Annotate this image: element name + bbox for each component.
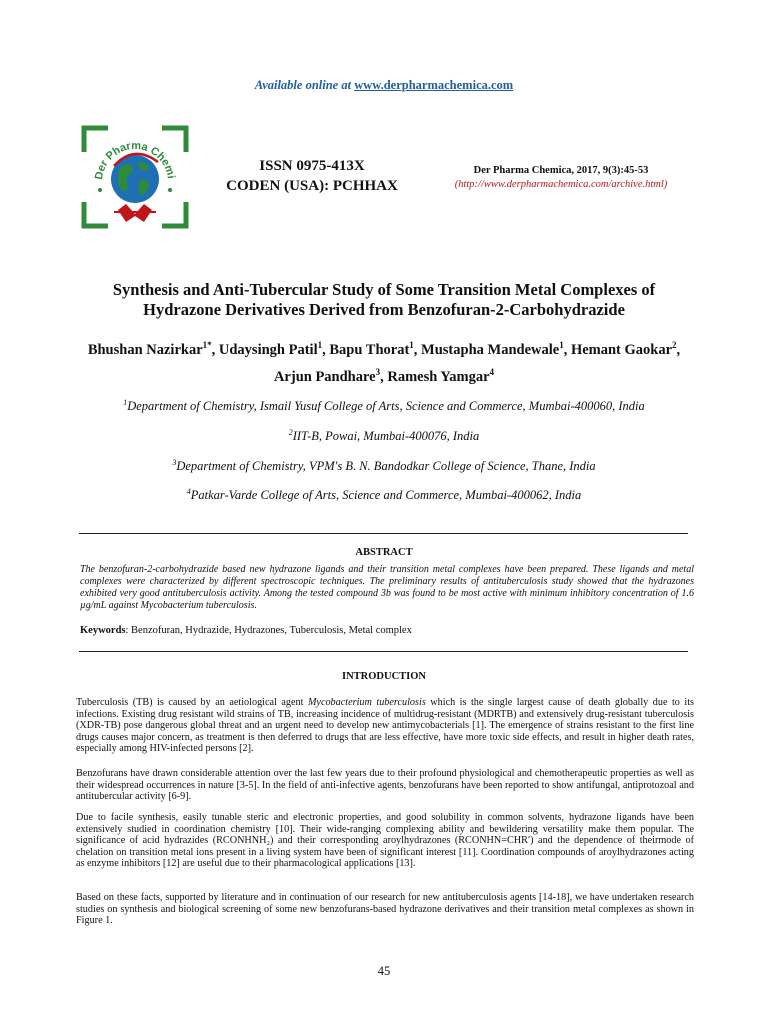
author-affiliation-mark: 3 <box>375 367 381 377</box>
affiliation-text: IIT-B, Powai, Mumbai-400076, India <box>292 429 480 443</box>
affiliation-mark: 3 <box>172 458 177 467</box>
affiliation-text: Patkar-Varde College of Arts, Science and Commerce, Mumbai-400062, India <box>190 488 582 502</box>
affiliation-mark: 2 <box>288 428 293 437</box>
author-name: Arjun Pandhare <box>273 369 376 385</box>
author-name: Mustapha Mandewale <box>421 342 560 358</box>
author-affiliation-mark: 4 <box>489 367 495 377</box>
title-line-2: Hydrazone Derivatives Derived from Benzofuran-2-Carbohydrazide <box>143 300 625 319</box>
keywords-text: : Benzofuran, Hydrazide, Hydrazones, Tuberculosis, Metal complex <box>125 625 412 636</box>
section-divider <box>79 651 688 652</box>
article-title <box>70 280 698 320</box>
paragraph-text: Tuberculosis (TB) is caused by an aetiological agent <box>76 697 308 708</box>
author-affiliation-mark: 1* <box>202 340 212 350</box>
species-name: Mycobacterium tuberculosis <box>307 697 426 708</box>
affiliation-mark: 4 <box>186 487 191 496</box>
author-name: Bhushan Nazirkar <box>87 342 203 358</box>
author-affiliation-mark: 2 <box>672 340 677 350</box>
affiliation <box>40 399 728 414</box>
issn-block <box>200 156 424 196</box>
author-affiliation-mark: 1 <box>409 340 414 350</box>
author-affiliation-mark: 1 <box>559 340 564 350</box>
affiliation <box>40 429 728 444</box>
author-affiliation-mark: 1 <box>317 340 323 350</box>
author-name: Bapu Thorat <box>329 342 410 358</box>
coden-line: CODEN (USA): PCHHAX <box>226 178 398 194</box>
affiliation <box>40 459 728 474</box>
author-list: Bhushan Nazirkar$^{1*}$, Udaysingh Patil$^1$, Bapu Thorat$^1$, Mustapha Mandewale$^1$, Hemant Gaokar$^2$, Arjun Pandhare$^3$, Ramesh Yamgar$^4$ <box>87 340 681 385</box>
author-name: Ramesh Yamgar <box>387 369 490 385</box>
body-paragraph: Benzofurans have drawn considerable attention over the last few years due to their profound physiological and chemotherapeutic properties as well as their widespread occurrences in nature [3-5]. In the field of anti-infective agents, benzofurans have been reported to show antifungal, antiprotozoal and antitubercular activity [6-9]. <box>76 768 694 803</box>
body-paragraph: Due to facile synthesis, easily tunable steric and electronic properties, and good solubility in common solvents, hydrazone ligands have been extensively studied in coordination chemistry [10]. Their wide-ranging complexing ability and bewildering versatility make them popular. The significance of acid hydrazides (RCONHNH₂) and their corresponding aroylhydrazones (RCONHN=CHR′) and the dependence of theirmode of chelation on transition metal ions present in a living system have been of significant interest [11]. Coordination compounds of aroylhydrazones acting as enzyme inhibitors [12] are useful due to their pharmacological applications [13]. <box>76 812 694 870</box>
keywords-label: Keywords <box>80 625 126 636</box>
paragraph-text: which is the single largest cause of death globally due to its infections. Existing drug resistant wild strains of TB, increasing incidence of multidrug-resistant (MDRTB) and extensively drug-resistant tuberculosis (XDR-TB) pose dangerous global threat and an urgent need to develop new antimycobacterials [1]. The emergence of strains resistant to the first line drugs causes major concern, as treatment is then deferred to drugs that are less effective, have more toxic side effects, and result in higher death rates, especially among HIV-infected persons [2]. <box>76 697 695 755</box>
affiliation <box>40 488 728 503</box>
author-name: Hemant Gaokar <box>570 342 673 358</box>
availability-prefix: Available online at <box>254 78 355 92</box>
keywords-line <box>80 625 694 636</box>
body-paragraph: Based on these facts, supported by literature and in continuation of our research for new antituberculosis agents [14-18], we have undertaken research studies on synthesis and biological screening of some new benzofurans-based hydrazone derivatives and their transition metal complexes as shown in Figure 1. <box>76 892 694 927</box>
affiliation-text: Department of Chemistry, VPM's B. N. Bandodkar College of Science, Thane, India <box>176 459 596 473</box>
page-number: 45 <box>377 964 391 978</box>
availability-line <box>0 78 768 93</box>
abstract-heading: ABSTRACT <box>355 547 413 558</box>
abstract-text: The benzofuran-2-carbohydrazide based new hydrazone ligands and their transition metal complexes have been prepared. These ligands and metal complexes were characterized by different spectroscopic techniques. The preliminary results of antituberculosis study showed that the hydrazones exhibited very good antituberculosis activity. Among the tested compound 3b was found to be most active with minimum inhibitory concentration of 1.6 µg/mL against Mycobacterium tuberculosis. <box>80 564 694 611</box>
affiliation-mark: 1 <box>123 398 128 407</box>
logo-text: Der Pharma Chemi <box>92 139 177 181</box>
journal-logo <box>80 124 190 230</box>
issn-line: ISSN 0975-413X <box>259 158 365 174</box>
affiliation-text: Department of Chemistry, Ismail Yusuf College of Arts, Science and Commerce, Mumbai-400060, India <box>127 399 645 413</box>
body-paragraph <box>76 697 694 755</box>
title-line-1: Synthesis and Anti-Tubercular Study of Some Transition Metal Complexes of <box>112 280 656 299</box>
author-name: Udaysingh Patil <box>218 342 318 358</box>
journal-citation-block <box>430 164 692 192</box>
journal-website-link[interactable]: www.derpharmachemica.com <box>354 78 514 92</box>
section-divider <box>79 533 688 534</box>
journal-citation: Der Pharma Chemica, 2017, 9(3):45-53 <box>473 165 649 176</box>
der-pharma-chemica-logo <box>80 124 190 230</box>
archive-url[interactable]: (http://www.derpharmachemica.com/archive.html) <box>454 179 668 190</box>
introduction-heading: INTRODUCTION <box>341 671 426 682</box>
